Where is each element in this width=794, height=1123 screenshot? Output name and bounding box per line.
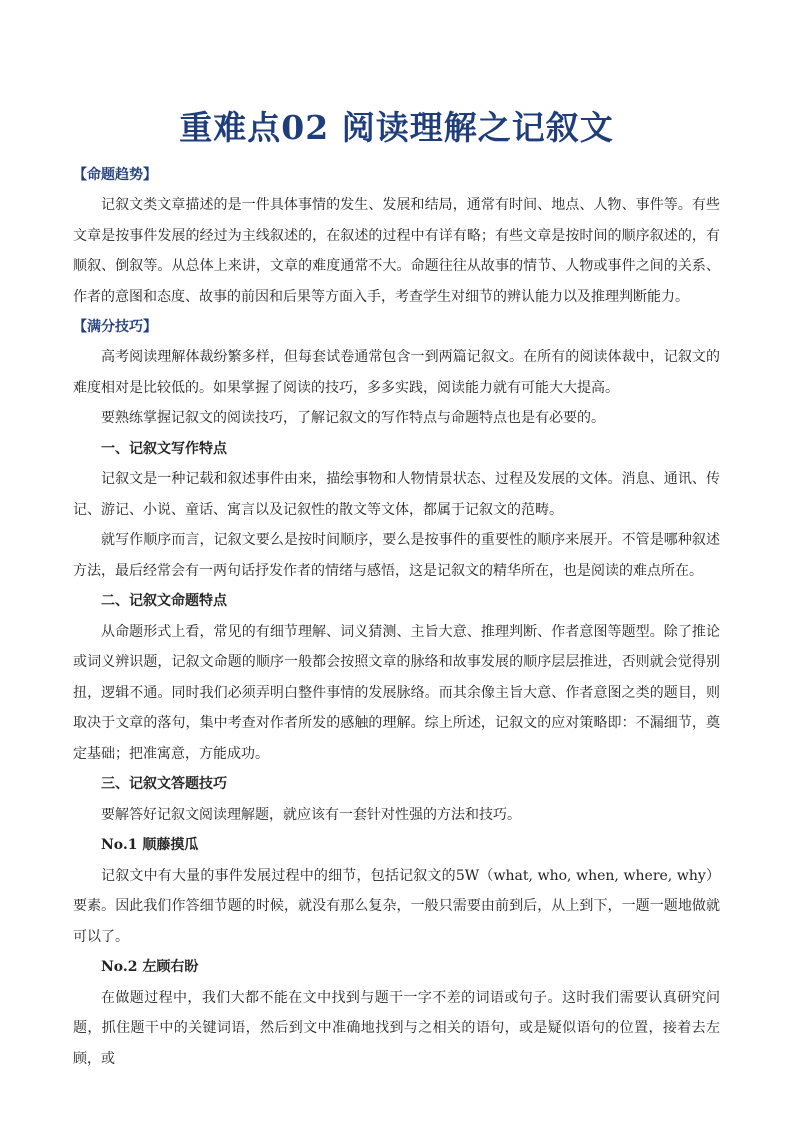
heading-no1: No.1 顺藤摸瓜 [101, 837, 199, 853]
skill-paragraph-2: 要熟练掌握记叙文的阅读技巧，了解记叙文的写作特点与命题特点也是有必要的。 [101, 410, 605, 426]
heading-no2: No.2 左顾右盼 [101, 959, 199, 975]
question-features-paragraph: 从命题形式上看，常见的有细节理解、词义猜测、主旨大意、推理判断、作者意图等题型。除了推论或词义辨识题，记叙文命题的顺序一般都会按照文章的脉络和故事发展的顺序层层推进，否则就会觉得别扭，逻辑不通。同时我们必须弄明白整件事情的发展脉络。而其余像主旨大意、作者意图之类的题目，则取决于文章的落句，集中考查对作者所发的感触的理解。综上所述，记叙文的应对策略即：不漏细节，奠定基础；把准寓意，方能成功。 [73, 623, 720, 762]
answer-skills-paragraph: 要解答好记叙文阅读理解题，就应该有一套针对性强的方法和技巧。 [101, 806, 521, 823]
section-tag-trend: 【命题趋势】 [73, 167, 157, 183]
heading-writing-features: 一、记叙文写作特点 [101, 440, 227, 457]
no2-paragraph: 在做题过程中，我们大都不能在文中找到与题干一字不差的词语或句子。这时我们需要认真研究问题，抓住题干中的关键词语，然后到文中准确地找到与之相关的语句，或是疑似语句的位置，接着去左顾，或 [73, 989, 720, 1067]
no1-paragraph: 记叙文中有大量的事件发展过程中的细节，包括记叙文的5W（what, who, when, where, why）要素。因此我们作答细节题的时候，就没有那么复杂，一般只需要由前到后，从上到下，一题一题地做就可以了。 [73, 867, 720, 945]
section-tag-skill: 【满分技巧】 [73, 319, 157, 335]
trend-paragraph: 记叙文类文章描述的是一件具体事情的发生、发展和结局，通常有时间、地点、人物、事件等。有些文章是按事件发展的经过为主线叙述的，在叙述的过程中有详有略；有些文章是按时间的顺序叙述的，有顺叙、倒叙等。从总体上来讲，文章的难度通常不大。命题往往从故事的情节、人物或事件之间的关系、作者的意图和态度、故事的前因和后果等方面入手，考查学生对细节的辨认能力以及推理判断能力。 [73, 197, 720, 305]
writing-features-paragraph-1: 记叙文是一种记载和叙述事件由来，描绘事物和人物情景状态、过程及发展的文体。消息、通讯、传记、游记、小说、童话、寓言以及记叙性的散文等文体，都属于记叙文的范畴。 [73, 471, 720, 518]
writing-features-paragraph-2: 就写作顺序而言，记叙文要么是按时间顺序，要么是按事件的重要性的顺序来展开。不管是哪种叙述方法，最后经常会有一两句话抒发作者的情绪与感悟，这是记叙文的精华所在，也是阅读的难点所在。 [73, 532, 720, 579]
page-title: 重难点02 阅读理解之记叙文 [179, 108, 614, 147]
heading-question-features: 二、记叙文命题特点 [101, 593, 227, 609]
skill-paragraph-1: 高考阅读理解体裁纷繁多样，但每套试卷通常包含一到两篇记叙文。在所有的阅读体裁中，记叙文的难度相对是比较低的。如果掌握了阅读的技巧，多多实践，阅读能力就有可能大大提高。 [73, 349, 720, 396]
heading-answer-skills: 三、记叙文答题技巧 [101, 776, 227, 792]
